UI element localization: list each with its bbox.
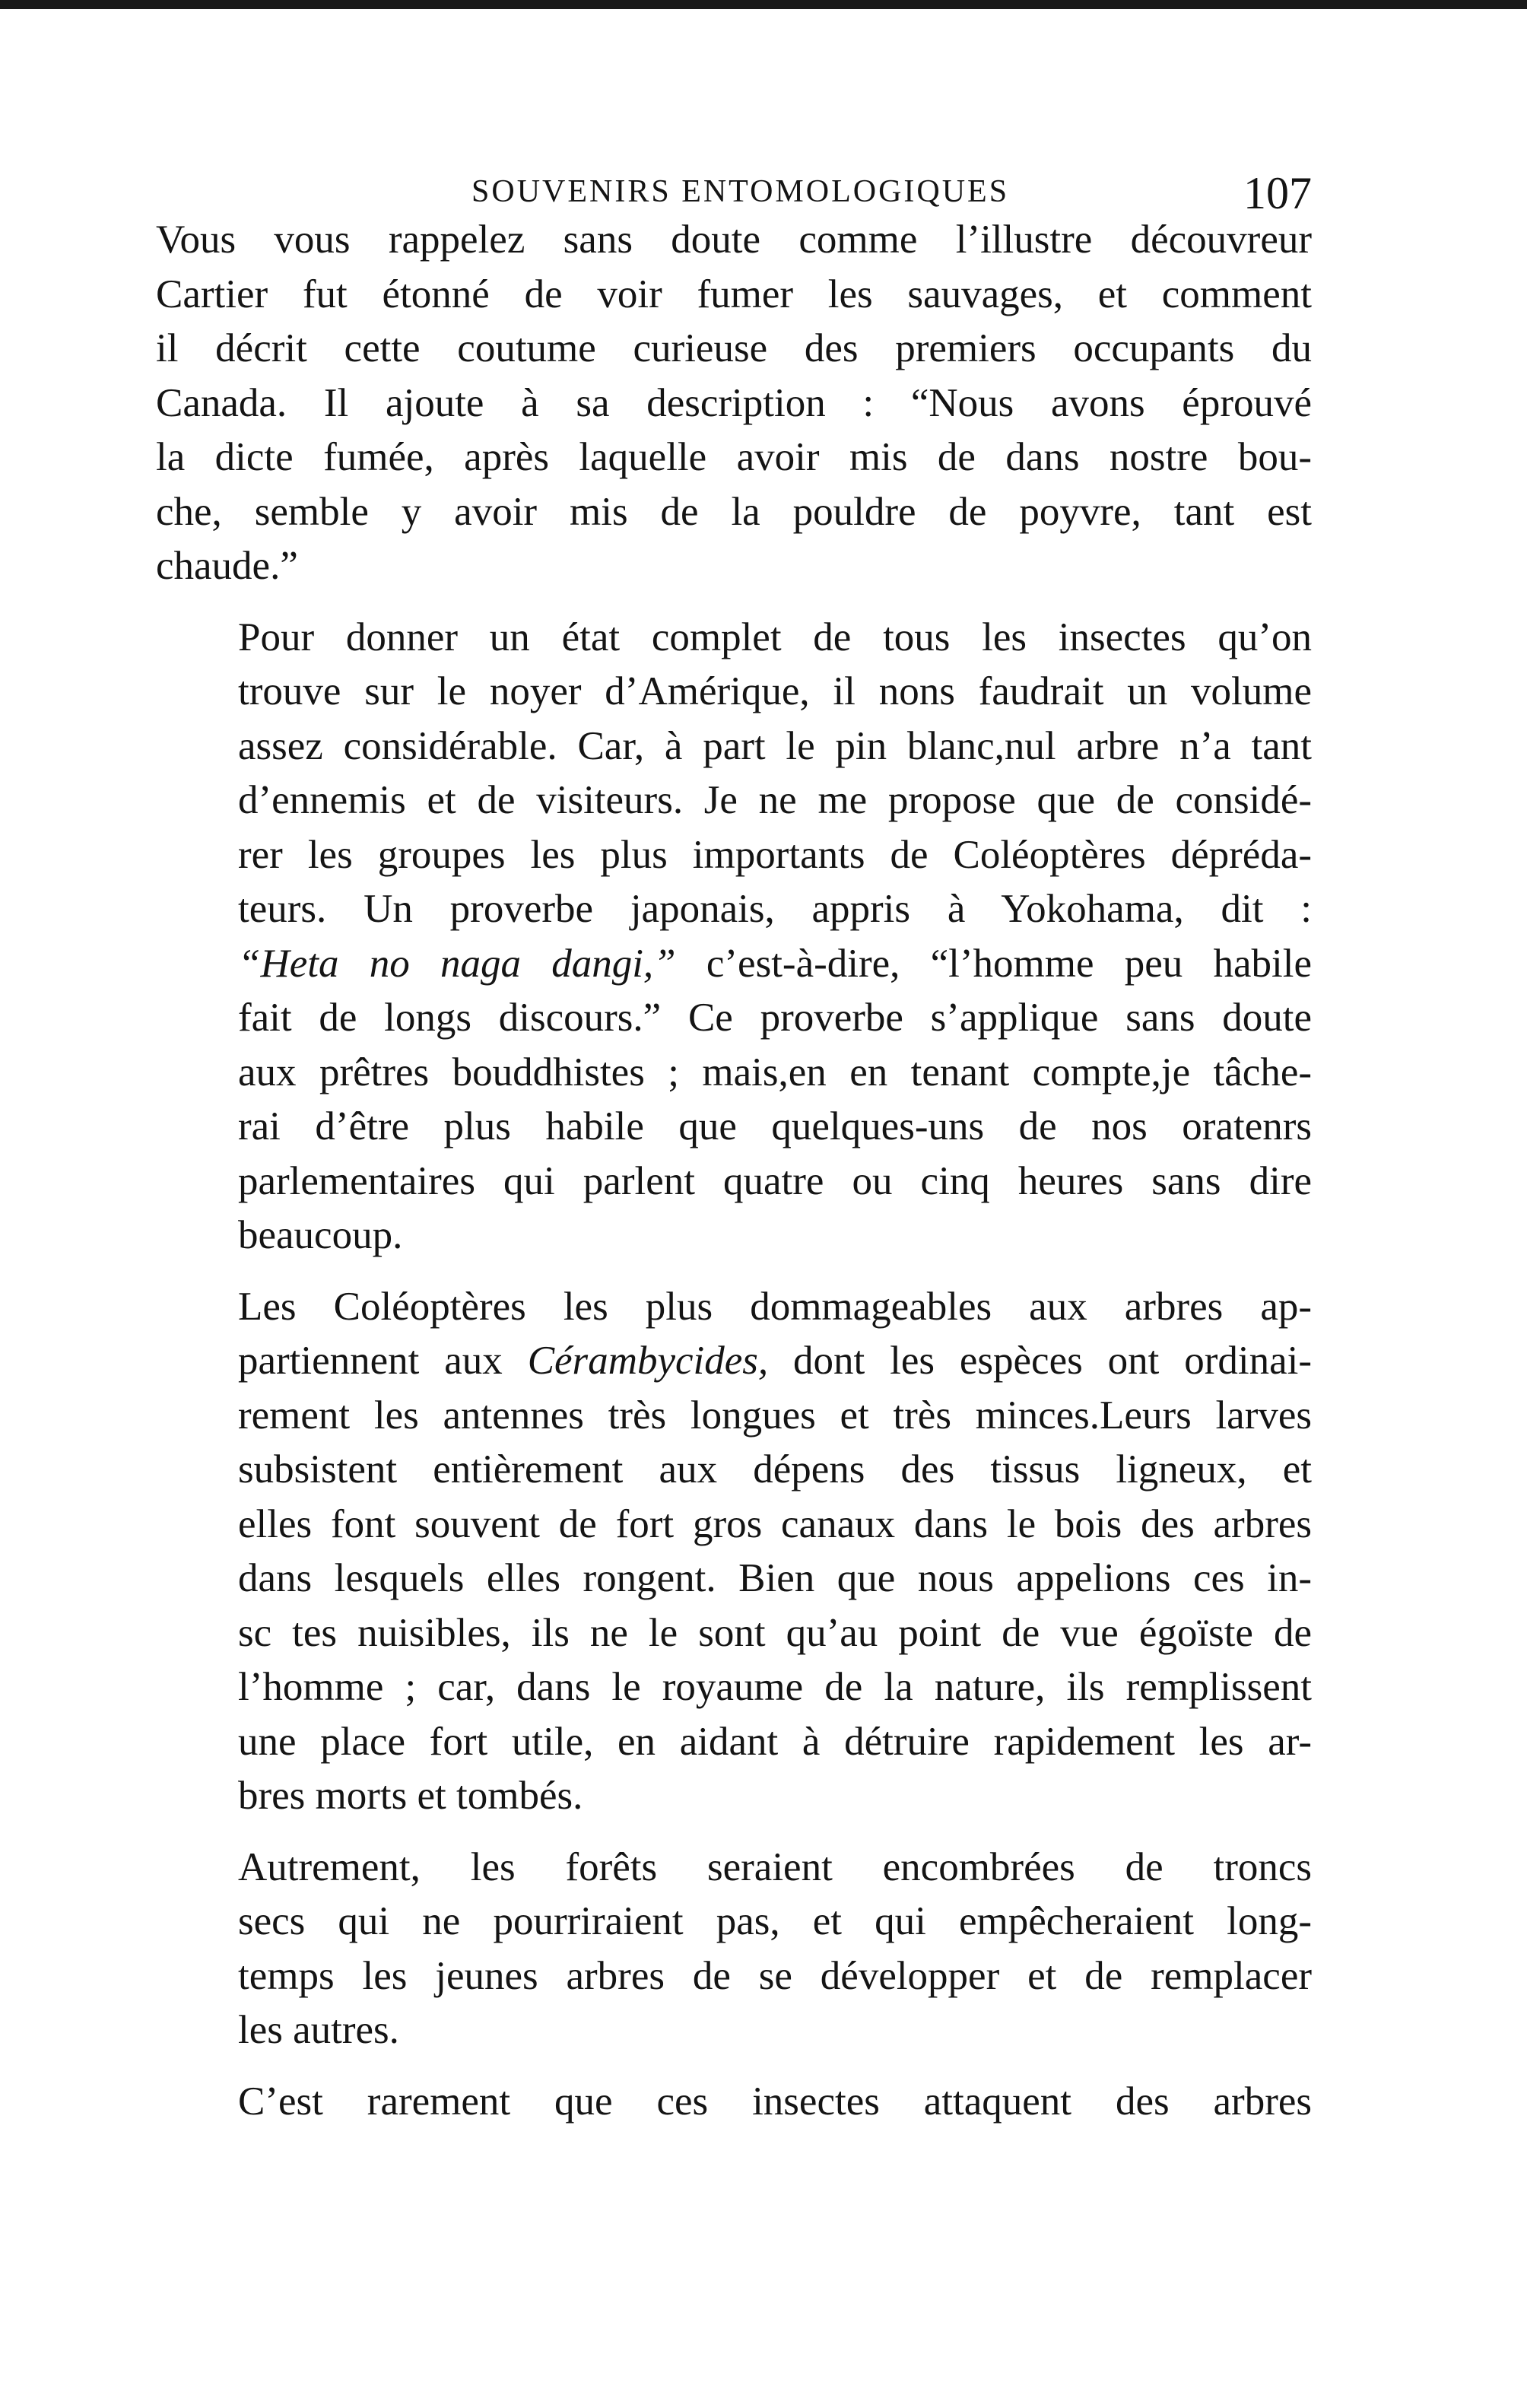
text-run: c’est-à-dire, “l’homme peu habile — [675, 941, 1312, 986]
running-head — [156, 152, 1312, 218]
paragraph-coleopteres — [156, 1280, 1312, 1824]
italic-taxon: Cérambycides, — [527, 1339, 769, 1383]
text-line: une place fort utile, en aidant à détruire rapidement les ar- — [238, 1719, 1312, 1764]
text-line: chaude.” — [156, 544, 298, 588]
text-line: rer les groupes les plus importants de Coléoptères dépréda- — [238, 832, 1312, 877]
text-line: Autrement, les forêts seraient encombrées de troncs — [238, 1844, 1312, 1889]
paragraph-noyer — [156, 611, 1312, 1263]
text-line: Vous vous rappelez sans doute comme l’illustre découvreur — [156, 218, 1312, 262]
text-line: fait de longs discours.” Ce proverbe s’applique sans doute — [238, 996, 1312, 1040]
text-line — [156, 937, 1312, 992]
paragraph-rarement — [156, 2075, 1312, 2130]
text-line: les autres. — [238, 2008, 399, 2052]
text-line: sc tes nuisibles, ils ne le sont qu’au point de vue égoïste de — [238, 1610, 1312, 1655]
text-line: trouve sur le noyer d’Amérique, il nons faudrait un volume — [238, 669, 1312, 713]
text-line: Cartier fut étonné de voir fumer les sauvages, et comment — [156, 272, 1312, 316]
text-line: aux prêtres bouddhistes ; mais,en en tenant compte,je tâche- — [238, 1050, 1312, 1094]
text-line: C’est rarement que ces insectes attaquent des arbres — [238, 2079, 1312, 2124]
text-line: che, semble y avoir mis de la pouldre de poyvre, tant est — [156, 489, 1312, 534]
paragraph-cartier — [156, 213, 1312, 594]
text-line: secs qui ne pourriraient pas, et qui empêcheraient long- — [238, 1899, 1312, 1943]
text-line: parlementaires qui parlent quatre ou cinq heures sans dire — [238, 1158, 1312, 1203]
text-line: la dicte fumée, après laquelle avoir mis de dans nostre bou- — [156, 435, 1312, 479]
text-line: l’homme ; car, dans le royaume de la nature, ils remplissent — [238, 1665, 1312, 1709]
text-line: subsistent entièrement aux dépens des tissus ligneux, et — [238, 1447, 1312, 1491]
text-line: bres morts et tombés. — [238, 1774, 583, 1818]
text-line: temps les jeunes arbres de se développer et de remplacer — [238, 1953, 1312, 1998]
running-title: SOUVENIRS ENTOMOLOGIQUES — [471, 174, 1010, 209]
top-edge-rule — [0, 0, 1527, 9]
italic-proverb: “Heta no naga dangi,” — [238, 941, 676, 986]
text-run: partiennent aux — [238, 1339, 528, 1383]
text-line: rement les antennes très longues et très minces.Leurs larves — [238, 1393, 1312, 1437]
paragraph-forets — [156, 1841, 1312, 2058]
text-line: Pour donner un état complet de tous les insectes qu’on — [238, 615, 1312, 659]
text-line: Les Coléoptères les plus dommageables aux arbres ap- — [238, 1284, 1312, 1329]
text-line: dans lesquels elles rongent. Bien que nous appelions ces in- — [238, 1556, 1312, 1600]
text-line — [156, 1334, 1312, 1389]
text-line: teurs. Un proverbe japonais, appris à Yokohama, dit : — [238, 887, 1312, 931]
text-run: dont les espèces ont ordinai- — [768, 1339, 1312, 1383]
text-line: d’ennemis et de visiteurs. Je ne me propose que de considé- — [238, 778, 1312, 822]
text-line: il décrit cette coutume curieuse des premiers occupants du — [156, 326, 1312, 370]
text-line: rai d’être plus habile que quelques-uns de nos oratenrs — [238, 1104, 1312, 1148]
text-line: assez considérable. Car, à part le pin blanc,nul arbre n’a tant — [238, 723, 1312, 768]
page-number: 107 — [1243, 168, 1312, 218]
text-line: Canada. Il ajoute à sa description : “Nous avons éprouvé — [156, 380, 1312, 425]
text-line: beaucoup. — [238, 1213, 403, 1257]
book-page — [156, 152, 1312, 2129]
text-line: elles font souvent de fort gros canaux dans le bois des arbres — [238, 1501, 1312, 1546]
